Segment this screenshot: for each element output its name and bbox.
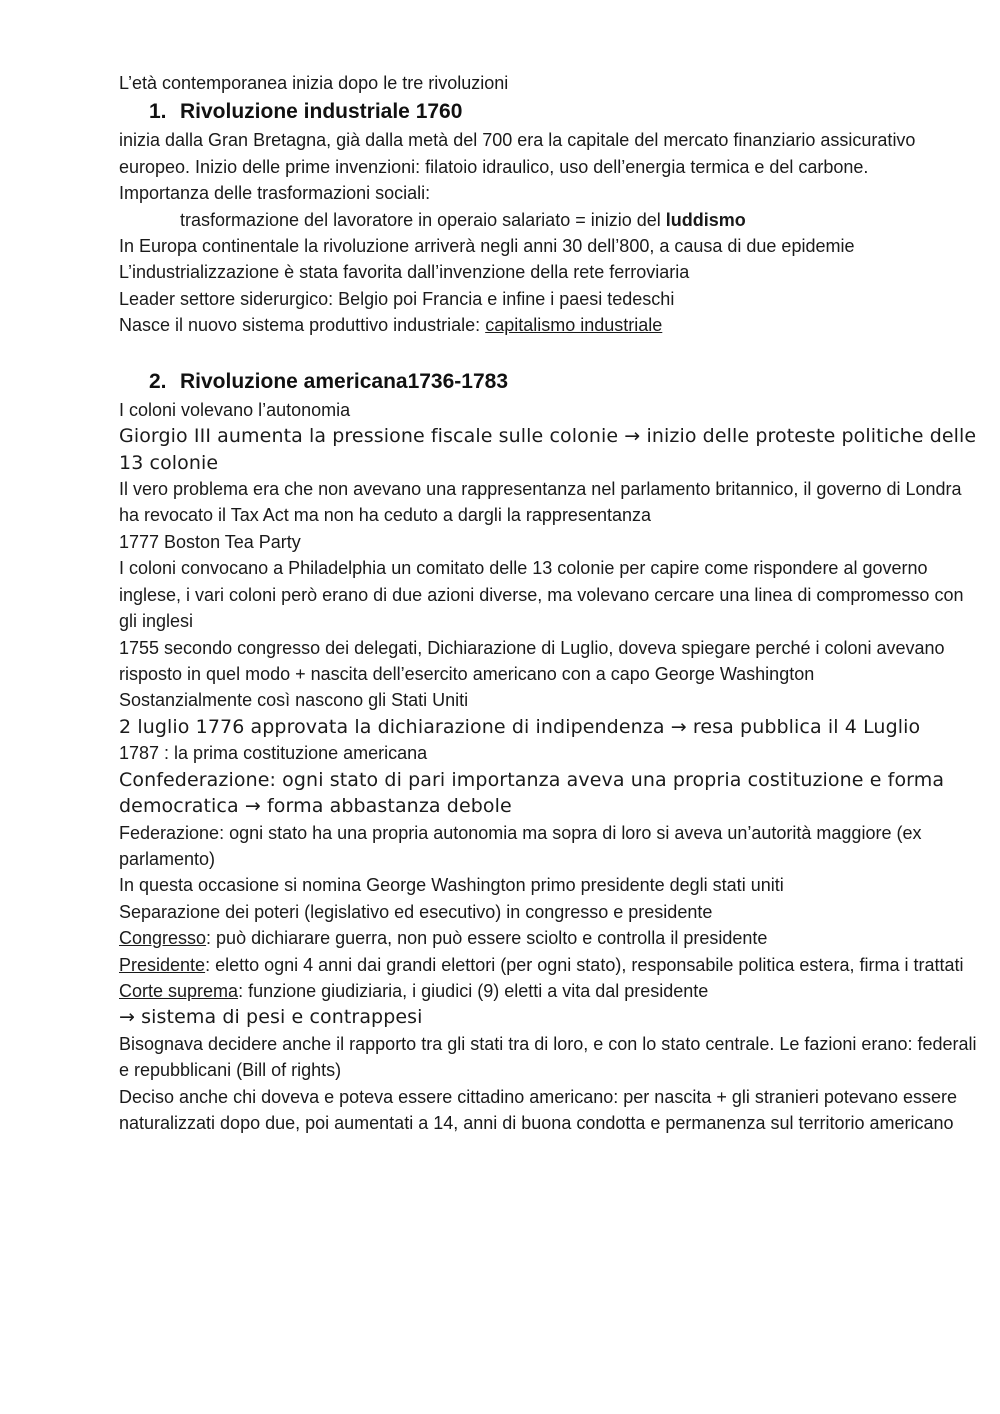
paragraph: I coloni convocano a Philadelphia un comitato delle 13 colonie per capire come rispondere al governo inglese, i vari coloni però erano di due azioni diverse, ma volevano cercare una linea di compromesso con gli inglesi bbox=[119, 558, 964, 632]
section-heading-industrial bbox=[119, 97, 979, 127]
paragraph-text: : eletto ogni 4 anni dai grandi elettori (per ogni stato), responsabile politica estera, firma i trattati bbox=[205, 954, 964, 975]
spacer bbox=[119, 339, 979, 367]
paragraph: Leader settore siderurgico: Belgio poi Francia e infine i paesi tedeschi bbox=[119, 288, 675, 309]
paragraph: Confederazione: ogni stato di pari importanza aveva una propria costituzione e forma democratica → forma abbastanza debole bbox=[119, 768, 945, 818]
paragraph-text: : può dichiarare guerra, non può essere sciolto e controlla il presidente bbox=[206, 928, 768, 949]
paragraph: In questa occasione si nomina George Washington primo presidente degli stati uniti bbox=[119, 875, 784, 896]
paragraph: Giorgio III aumenta la pressione fiscale sulle colonie → inizio delle proteste politiche delle 13 colonie bbox=[119, 425, 977, 474]
underlined-term: Corte suprema bbox=[119, 981, 239, 1002]
paragraph bbox=[119, 978, 979, 1004]
paragraph: Il vero problema era che non avevano una rappresentanza nel parlamento britannico, il governo di Londra ha revocato il Tax Act ma non ha ceduto a dargli la rappresentanza bbox=[119, 479, 962, 526]
section-number: 1. bbox=[149, 100, 167, 124]
paragraph: Bisognava decidere anche il rapporto tra gli stati tra di loro, e con lo stato centrale. Le fazioni erano: federali e repubblicani (Bill of rights) bbox=[119, 1033, 977, 1081]
underlined-term: capitalismo industriale bbox=[485, 315, 663, 336]
paragraph bbox=[119, 925, 979, 951]
paragraph: Importanza delle trasformazioni sociali: bbox=[119, 183, 431, 204]
paragraph-text: Nasce il nuovo sistema produttivo industriale: bbox=[119, 315, 486, 336]
bold-term: luddismo bbox=[665, 209, 746, 230]
paragraph: → sistema di pesi e contrappesi bbox=[119, 1006, 423, 1029]
paragraph-text: : funzione giudiziaria, i giudici (9) eletti a vita dal presidente bbox=[238, 981, 709, 1002]
section-title: Rivoluzione industriale 1760 bbox=[180, 100, 463, 124]
paragraph: 1777 Boston Tea Party bbox=[119, 531, 301, 552]
paragraph: 1787 : la prima costituzione americana bbox=[119, 743, 428, 764]
paragraph: 2 luglio 1776 approvata la dichiarazione di indipendenza → resa pubblica il 4 Luglio bbox=[119, 715, 921, 738]
paragraph: I coloni volevano l’autonomia bbox=[119, 399, 351, 420]
paragraph: Federazione: ogni stato ha una propria autonomia ma sopra di loro si aveva un’autorità maggiore (ex parlamento) bbox=[119, 822, 922, 870]
paragraph: Sostanzialmente così nascono gli Stati Uniti bbox=[119, 690, 469, 711]
underlined-term: Congresso bbox=[119, 928, 207, 949]
indented-paragraph bbox=[119, 207, 979, 233]
paragraph: inizia dalla Gran Bretagna, già dalla metà del 700 era la capitale del mercato finanziario assicurativo europeo. Inizio delle prime invenzioni: filatoio idraulico, uso dell’energia termica e del carbone. bbox=[119, 130, 916, 177]
section-heading-american bbox=[119, 367, 979, 397]
paragraph bbox=[119, 952, 979, 978]
section-number: 2. bbox=[149, 369, 167, 393]
paragraph: In Europa continentale la rivoluzione arriverà negli anni 30 dell’800, a causa di due epidemie bbox=[119, 236, 855, 257]
paragraph: 1755 secondo congresso dei delegati, Dichiarazione di Luglio, doveva spiegare perché i coloni avevano risposto in quel modo + nascita dell’esercito americano con a capo George Washington bbox=[119, 637, 945, 684]
paragraph: Separazione dei poteri (legislativo ed esecutivo) in congresso e presidente bbox=[119, 901, 713, 922]
paragraph: L’industrializzazione è stata favorita dall’invenzione della rete ferroviaria bbox=[119, 262, 690, 283]
intro-line: L’età contemporanea inizia dopo le tre rivoluzioni bbox=[119, 73, 509, 93]
paragraph bbox=[119, 312, 979, 338]
paragraph: Deciso anche chi doveva e poteva essere cittadino americano: per nascita + gli stranieri potevano essere naturalizzati dopo due, poi aumentati a 14, anni di buona condotta e permanenza sul territorio americano bbox=[119, 1086, 957, 1134]
section-title: Rivoluzione americana1736-1783 bbox=[180, 369, 509, 393]
document-page bbox=[119, 70, 979, 1137]
underlined-term: Presidente bbox=[119, 954, 206, 975]
paragraph-text: trasformazione del lavoratore in operaio salariato = inizio del bbox=[180, 209, 666, 230]
